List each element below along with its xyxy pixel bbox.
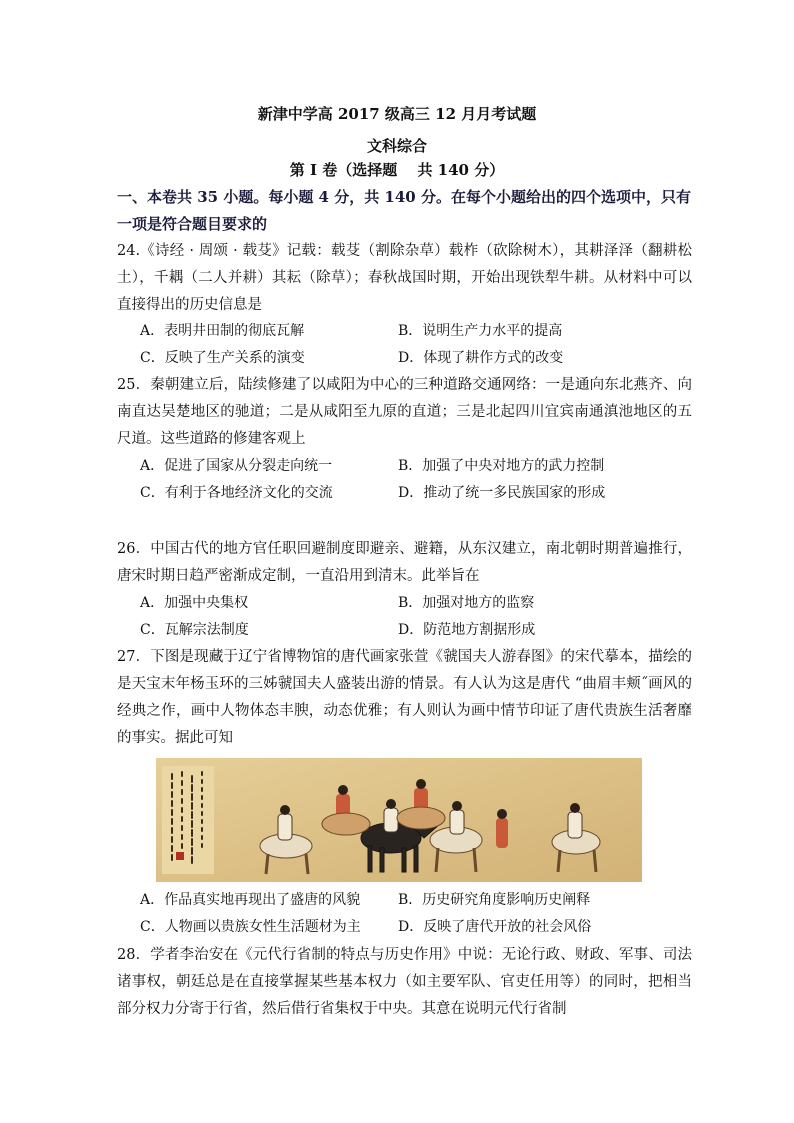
- option-c: C．人物画以贵族女性生活题材为主: [140, 919, 361, 935]
- option-a: A．促进了国家从分裂走向统一: [140, 458, 333, 474]
- question-26-options: [140, 590, 680, 644]
- option-b: B．说明生产力水平的提高: [398, 323, 563, 339]
- question-24-options: [140, 318, 680, 372]
- painting-image: [156, 758, 642, 882]
- subject-title: 文科综合: [366, 137, 427, 155]
- option-b: B．加强对地方的监察: [398, 595, 535, 611]
- option-d: D．防范地方割据形成: [398, 622, 536, 638]
- option-b: B．历史研究角度影响历史阐释: [398, 892, 591, 908]
- exam-title: 新津中学高 2017 级高三 12 月月考试题: [257, 105, 537, 123]
- option-d: D．体现了耕作方式的改变: [398, 350, 564, 366]
- option-c: C．反映了生产关系的演变: [140, 350, 305, 366]
- option-b: B．加强了中央对地方的武力控制: [398, 458, 605, 474]
- question-26: 26．中国古代的地方官任职回避制度即避亲、避籍，从东汉建立，南北朝时期普遍推行，唐宋时期日趋严密渐成定制，一直沿用到清末。此举旨在: [117, 541, 692, 584]
- option-a: A．表明井田制的彻底瓦解: [140, 323, 305, 339]
- question-25: 25．秦朝建立后，陆续修建了以咸阳为中心的三种道路交通网络：一是通向东北燕齐、向南直达吴楚地区的驰道；二是从咸阳至九原的直道；三是北起四川宜宾南通滇池地区的五尺道。这些道路的修建客观上: [117, 377, 692, 447]
- option-d: D．反映了唐代开放的社会风俗: [398, 919, 592, 935]
- option-a: A．作品真实地再现出了盛唐的风貌: [140, 892, 361, 908]
- question-27: 27．下图是现藏于辽宁省博物馆的唐代画家张萱《虢国夫人游春图》的宋代摹本，描绘的是天宝末年杨玉环的三姊虢国夫人盛装出游的情景。有人认为这是唐代 “曲眉丰颊˝画风的经典之作，画中人物体态丰腴，动态优雅；有人则认为画中情节印证了唐代贵族生活奢靡的事实。据此可知: [117, 649, 692, 746]
- option-c: C．瓦解宗法制度: [140, 622, 249, 638]
- option-c: C．有利于各地经济文化的交流: [140, 485, 333, 501]
- section-instructions: 一、本卷共 35 小题。每小题 4 分，共 140 分。在每个小题给出的四个选项中，只有一项是符合题目要求的: [117, 188, 691, 233]
- question-24: 24.《诗经 · 周颂 · 载芟》记载：载芟（割除杂草）载柞（砍除树木），其耕泽泽（翻耕松土），千耦（二人并耕）其耘（除草）；春秋战国时期，开始出现铁犁牛耕。从材料中可以直接得出的历史信息是: [117, 243, 692, 313]
- question-28: 28．学者李治安在《元代行省制的特点与历史作用》中说：无论行政、财政、军事、司法诸事权，朝廷总是在直接掌握某些基本权力（如主要军队、官吏任用等）的同时，把相当部分权力分寄于行省，然后借行省集权于中央。其意在说明元代行省制: [117, 947, 692, 1017]
- question-27-options: [140, 887, 680, 941]
- option-a: A．加强中央集权: [140, 595, 249, 611]
- question-25-options: [140, 453, 680, 507]
- part-title: 第 I 卷（选择题 共 140 分）: [289, 161, 505, 179]
- option-d: D．推动了统一多民族国家的形成: [398, 485, 606, 501]
